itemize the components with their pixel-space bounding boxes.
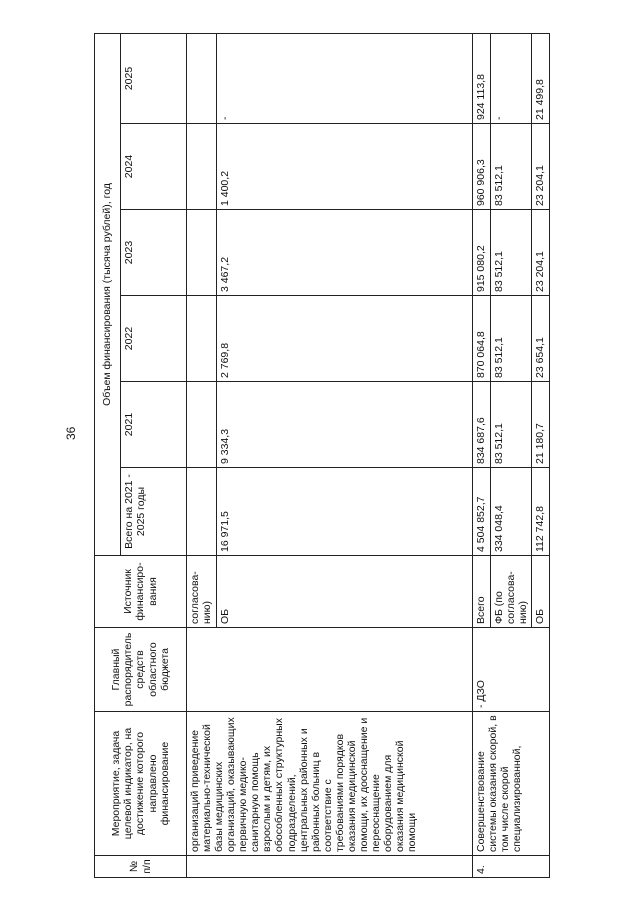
header-total: Всего на 2021 - 2025 годы xyxy=(121,468,187,556)
header-year-2022: 2022 xyxy=(121,296,187,382)
header-year-2024: 2024 xyxy=(121,124,187,210)
row-source: ОБ xyxy=(532,556,550,628)
cell-2025: 21 499,8 xyxy=(532,33,550,123)
cell-2022: 23 654,1 xyxy=(532,296,550,382)
table-row xyxy=(473,33,491,877)
header-volume: Объем финансирования (тысяча рублей), год xyxy=(95,33,121,555)
cell-2021: 834 687,6 xyxy=(473,382,491,468)
cell-2023: 83 512,1 xyxy=(491,210,532,296)
row-num: 4. xyxy=(473,856,550,878)
row-source: согласова-нию) xyxy=(187,556,217,628)
cell-total: 112 742,8 xyxy=(532,468,550,556)
header-year-2025: 2025 xyxy=(121,33,187,123)
cell-2021: 21 180,7 xyxy=(532,382,550,468)
cell-2024: 1 400,2 xyxy=(217,124,473,210)
cell-2023: 3 467,2 xyxy=(217,210,473,296)
header-source: Источник финансиро-вания xyxy=(95,556,187,628)
header-num: № п/п xyxy=(95,856,187,878)
row-event: Совершенствование системы оказания скорой, в том числе скорой специализированной, xyxy=(473,712,550,856)
table-row xyxy=(187,33,217,877)
cell-2021 xyxy=(187,382,217,468)
cell-2023 xyxy=(187,210,217,296)
cell-2023: 23 204,1 xyxy=(532,210,550,296)
cell-2024: 23 204,1 xyxy=(532,124,550,210)
header-event: Мероприятие, задача целевой индикатор, на достижение которого направлено финансирование xyxy=(95,712,187,856)
cell-2024: 960 906,3 xyxy=(473,124,491,210)
cell-total xyxy=(187,468,217,556)
header-distributor: Главный распорядитель средств областного бюджета xyxy=(95,628,187,712)
cell-2022: 2 769,8 xyxy=(217,296,473,382)
row-source: Всего xyxy=(473,556,491,628)
cell-2022: 83 512,1 xyxy=(491,296,532,382)
cell-2021: 9 334,3 xyxy=(217,382,473,468)
financing-table-wrapper xyxy=(94,34,626,878)
row-source: ФБ (по согласова-нию) xyxy=(491,556,532,628)
cell-2023: 915 080,2 xyxy=(473,210,491,296)
cell-2024 xyxy=(187,124,217,210)
cell-2021: 83 512,1 xyxy=(491,382,532,468)
cell-2025: 924 113,8 xyxy=(473,33,491,123)
page-number: 36 xyxy=(64,426,78,440)
cell-total: 334 048,4 xyxy=(491,468,532,556)
header-year-2021: 2021 xyxy=(121,382,187,468)
cell-total: 4 504 852,7 xyxy=(473,468,491,556)
row-distributor xyxy=(187,628,473,712)
row-source: ОБ xyxy=(217,556,473,628)
header-year-2023: 2023 xyxy=(121,210,187,296)
cell-2022 xyxy=(187,296,217,382)
cell-total: 16 971,5 xyxy=(217,468,473,556)
row-num xyxy=(187,856,473,878)
cell-2025: - xyxy=(491,33,532,123)
financing-table xyxy=(94,33,550,878)
cell-2025 xyxy=(187,33,217,123)
row-distributor: - ДЗО xyxy=(473,628,550,712)
cell-2022: 870 064,8 xyxy=(473,296,491,382)
row-event: организаций приведение материально-технической базы медицинских организаций, оказывающих первичную медико-санитарную помощь взрослым и детям, их обособленных структурных подразделений, центральных районных и районных больниц в соответствие с требованиями порядков оказания медицинской помощи, их дооснащение и переоснащение оборудованием для оказания медицинской помощи xyxy=(187,712,473,856)
cell-2024: 83 512,1 xyxy=(491,124,532,210)
cell-2025: - xyxy=(217,33,473,123)
